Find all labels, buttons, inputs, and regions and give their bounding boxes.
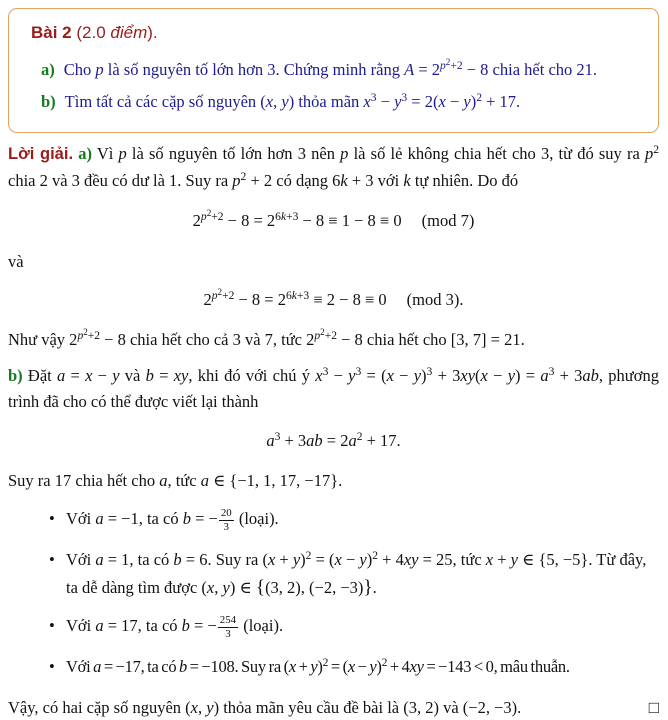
connector-text: và	[8, 252, 24, 271]
qed-symbol: □	[648, 698, 659, 718]
problem-item-b: b) Tìm tất cả các cặp số nguyên (x, y) thỏa mãn $x^3 - y^3 = 2(x - y)^2 + 17$.	[41, 92, 521, 111]
conclusion-text: Vậy, có hai cặp số nguyên (x, y) thỏa mãn yêu cầu đề bài là (3, 2) và (−2, −3).	[8, 698, 522, 718]
case-a-minus-17: • Với a = −17, ta có b = −108. Suy ra $(x + y)^2 = (x - y)^2 + 4xy = -143 < 0$, mâu thuẫn.	[8, 654, 659, 682]
equation-mod3: $2^{p2+2} - 8 = 2^{6k+3} \equiv 2 - 8 \equiv 0$ (mod 3).	[203, 287, 464, 309]
problem-item-a: a) Cho p là số nguyên tố lớn hơn 3. Chứng minh rằng $A = 2^{p2+2} - 8$ chia hết cho 21.	[41, 57, 598, 79]
case-list	[8, 506, 659, 682]
problem-box	[8, 8, 659, 133]
paragraph-suy-ra: Suy ra 17 chia hết cho a, tức a ∈ {−1, 1, 17, −17}.	[8, 470, 343, 490]
solution-paragraph-a: Lời giải. a) Vì p là số nguyên tố lớn hơn 3 nên p là số lẻ không chia hết cho 3, từ đó suy ra $p^2$ chia 2 và 3 đều có dư là 1. Suy ra $p^2 + 2$ có dạng 6k + 3 với k tự nhiên. Do đó	[8, 144, 659, 190]
case-a-1: • Với a = 1, ta có b = 6. Suy ra $(x + y)^2 = (x - y)^2 + 4xy = 25$, tức x + y ∈ {5, −5}. Từ đây, ta dễ dàng tìm được (x, y) ∈ {(3, 2), (−2, −3)}.	[8, 547, 659, 600]
case-a-17: • Với a = 17, ta có b = − $\frac{254}{3}$ (loại).	[8, 613, 659, 641]
equation-mod7: $2^{p2+2} - 8 = 2^{6k+3} - 8 \equiv 1 - 8 \equiv 0$ (mod 7)	[192, 208, 475, 230]
solution-paragraph-b: b) Đặt a = x − y và b = xy, khi đó với chú ý $x^3 - y^3 = (x - y)^3 + 3xy(x - y) = a^3 + 3ab$, phương trình đã cho có thể được viết lại thành	[8, 365, 659, 411]
paragraph-nhu-vay: Như vậy $2^{p2+2} - 8$ chia hết cho cả 3 và 7, tức $2^{p2+2} - 8$ chia hết cho [3, 7] = 21.	[8, 327, 525, 349]
solution-section	[8, 142, 659, 720]
case-a-minus-1: • Với a = −1, ta có b = − $\frac{20}{3}$ (loại).	[8, 506, 659, 534]
problem-title: Bài 2 (2.0 điểm).	[31, 23, 158, 42]
conclusion-line	[8, 695, 659, 720]
equation-cubic: $a^3 + 3ab = 2a^2 + 17$.	[266, 430, 401, 450]
